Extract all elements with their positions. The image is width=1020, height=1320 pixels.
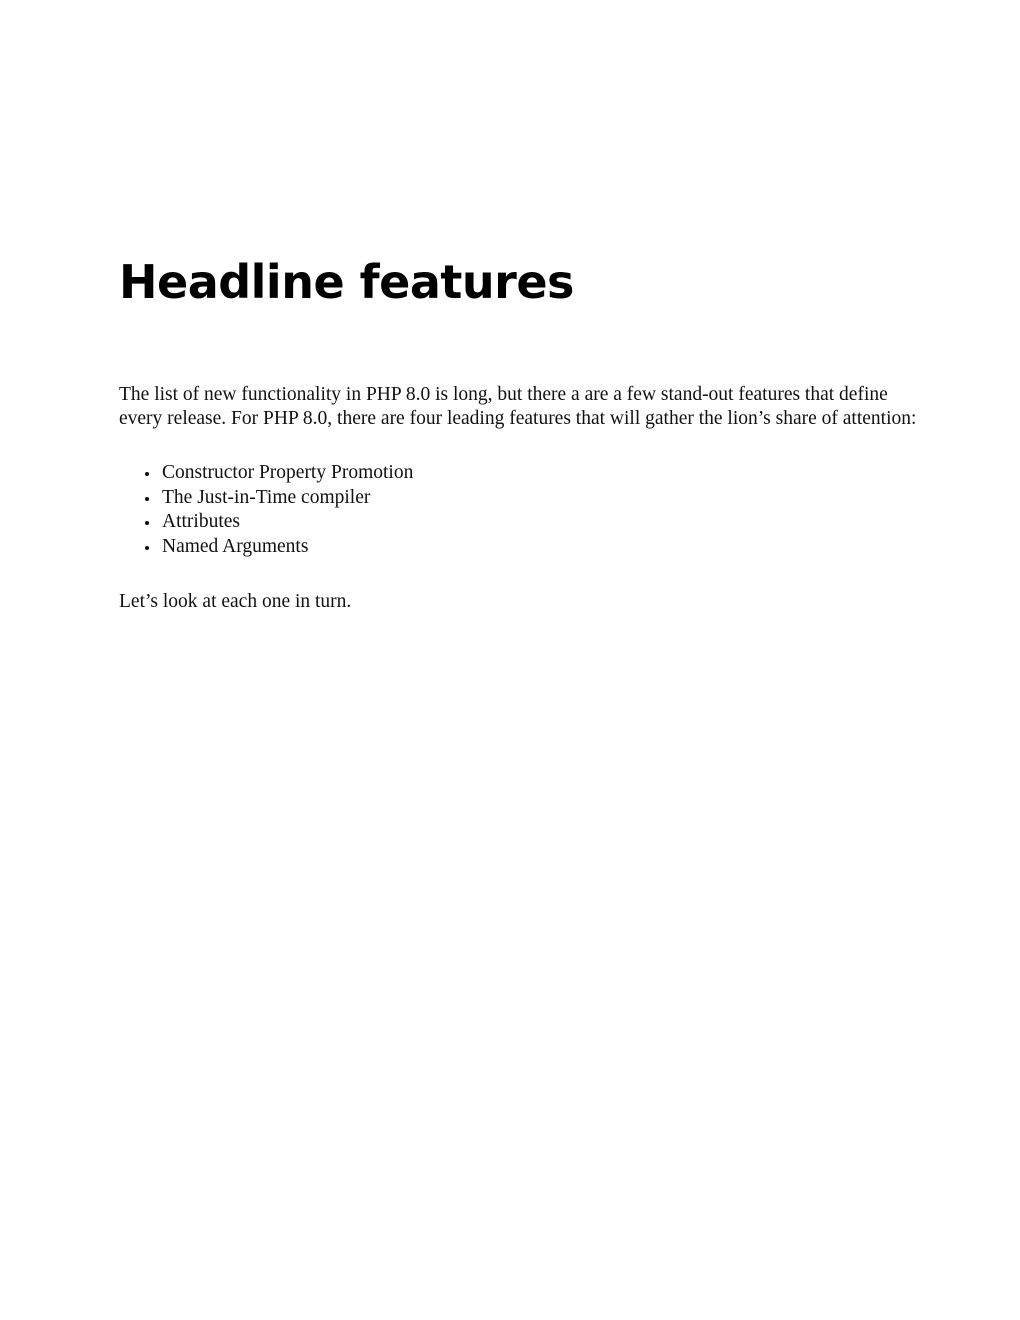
list-item xyxy=(142,486,413,511)
page-heading: Headline features xyxy=(119,255,574,309)
list-item-label: Constructor Property Promotion xyxy=(162,462,414,483)
outro-paragraph: Let’s look at each one in turn. xyxy=(119,591,352,612)
list-item-label: Named Arguments xyxy=(162,536,309,558)
list-item xyxy=(142,510,413,535)
list-item-label: Attributes xyxy=(162,511,240,533)
intro-line: every release. For PHP 8.0, there are four leading features that will gather the lion’s share of attention: xyxy=(119,408,917,429)
bullet-icon xyxy=(145,472,149,476)
intro-paragraph xyxy=(119,383,919,431)
list-item xyxy=(142,461,413,486)
intro-line: The list of new functionality in PHP 8.0 is long, but there a are a few stand-out features that define xyxy=(119,384,888,405)
feature-list xyxy=(142,461,413,560)
bullet-icon xyxy=(145,521,149,525)
bullet-icon xyxy=(145,546,149,550)
list-item xyxy=(142,535,413,560)
bullet-icon xyxy=(145,497,149,501)
list-item-label: The Just-in-Time compiler xyxy=(162,486,371,508)
